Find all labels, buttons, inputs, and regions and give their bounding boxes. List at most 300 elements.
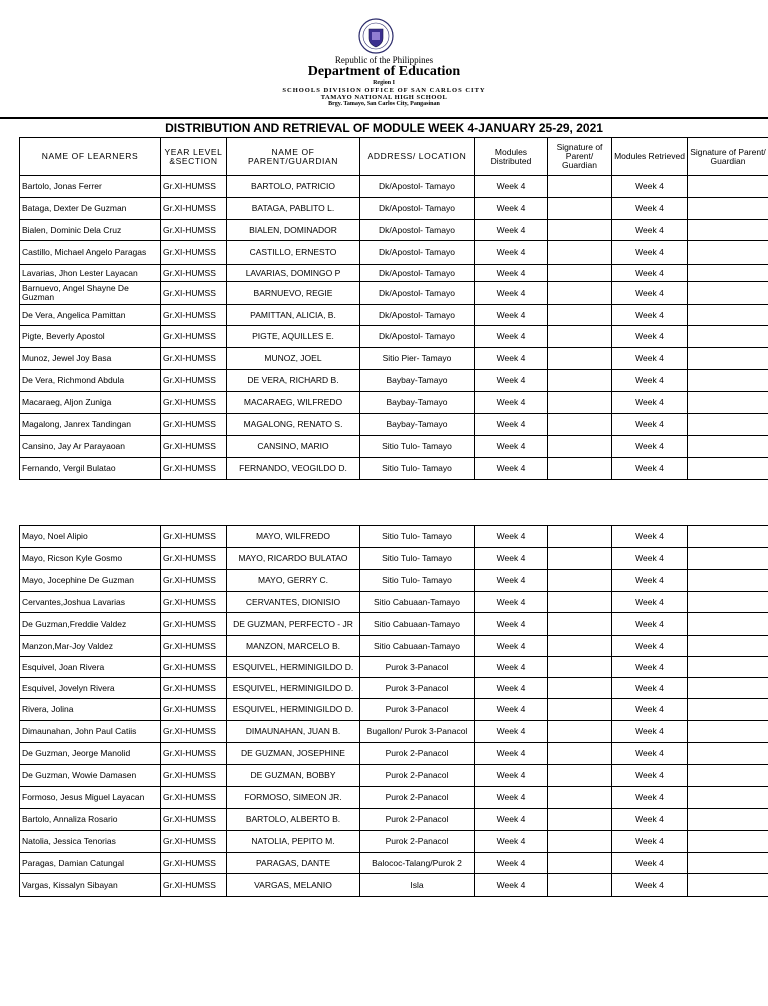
learner-name-cell: Esquivel, Joan Rivera	[20, 657, 161, 678]
year-level-cell: Gr.XI-HUMSS	[161, 326, 227, 348]
year-level-cell: Gr.XI-HUMSS	[161, 570, 227, 592]
modules-distributed-cell: Week 4	[475, 765, 548, 787]
signature-retrieved-cell	[688, 809, 768, 831]
signature-retrieved-cell	[688, 436, 768, 458]
address-cell: Sitio Cabuaan-Tamayo	[360, 592, 475, 613]
address-cell: Purok 3-Panacol	[360, 678, 475, 699]
modules-retrieved-cell: Week 4	[612, 831, 688, 853]
modules-retrieved-cell: Week 4	[612, 853, 688, 874]
address-cell: Dk/Apostol- Tamayo	[360, 176, 475, 198]
modules-retrieved-cell: Week 4	[612, 265, 688, 282]
address-cell: Sitio Tulo- Tamayo	[360, 570, 475, 592]
learner-name-cell: Magalong, Janrex Tandingan	[20, 414, 161, 436]
signature-distributed-cell	[548, 853, 612, 874]
learner-name-cell: Bartolo, Annaliza Rosario	[20, 809, 161, 831]
modules-distributed-cell: Week 4	[475, 874, 548, 897]
modules-retrieved-cell: Week 4	[612, 282, 688, 305]
signature-retrieved-cell	[688, 678, 768, 699]
learner-name-cell: De Guzman, Wowie Damasen	[20, 765, 161, 787]
year-level-cell: Gr.XI-HUMSS	[161, 548, 227, 570]
address-cell: Sitio Tulo- Tamayo	[360, 548, 475, 570]
learner-name-cell: Bartolo, Jonas Ferrer	[20, 176, 161, 198]
year-level-cell: Gr.XI-HUMSS	[161, 809, 227, 831]
modules-distributed-cell: Week 4	[475, 613, 548, 636]
table-row	[20, 743, 768, 765]
address-cell: Purok 3-Panacol	[360, 657, 475, 678]
signature-retrieved-cell	[688, 305, 768, 326]
table-row	[20, 678, 768, 699]
signature-distributed-cell	[548, 809, 612, 831]
modules-distributed-cell: Week 4	[475, 831, 548, 853]
modules-distributed-cell: Week 4	[475, 699, 548, 721]
column-header-learner: NAME OF LEARNERS	[20, 138, 161, 176]
signature-retrieved-cell	[688, 265, 768, 282]
parent-name-cell: MUNOZ, JOEL	[227, 348, 360, 370]
table-row	[20, 809, 768, 831]
signature-retrieved-cell	[688, 526, 768, 548]
learner-name-cell: Pigte, Beverly Apostol	[20, 326, 161, 348]
parent-name-cell: PAMITTAN, ALICIA, B.	[227, 305, 360, 326]
signature-retrieved-cell	[688, 765, 768, 787]
modules-retrieved-cell: Week 4	[612, 657, 688, 678]
parent-name-cell: MAYO, GERRY C.	[227, 570, 360, 592]
signature-distributed-cell	[548, 831, 612, 853]
learner-name-cell: Lavarias, Jhon Lester Layacan	[20, 265, 161, 282]
table-row	[20, 436, 768, 458]
parent-name-cell: CANSINO, MARIO	[227, 436, 360, 458]
modules-distributed-cell: Week 4	[475, 348, 548, 370]
column-header-parent: NAME OF PARENT/GUARDIAN	[227, 138, 360, 176]
modules-retrieved-cell: Week 4	[612, 721, 688, 743]
signature-distributed-cell	[548, 414, 612, 436]
modules-retrieved-cell: Week 4	[612, 305, 688, 326]
signature-distributed-cell	[548, 370, 612, 392]
table-header-row	[20, 138, 768, 176]
signature-distributed-cell	[548, 548, 612, 570]
table-row	[20, 636, 768, 657]
address-cell: Sitio Tulo- Tamayo	[360, 436, 475, 458]
modules-retrieved-cell: Week 4	[612, 392, 688, 414]
modules-distributed-cell: Week 4	[475, 265, 548, 282]
signature-distributed-cell	[548, 265, 612, 282]
signature-retrieved-cell	[688, 414, 768, 436]
year-level-cell: Gr.XI-HUMSS	[161, 282, 227, 305]
signature-distributed-cell	[548, 241, 612, 265]
signature-retrieved-cell	[688, 370, 768, 392]
signature-distributed-cell	[548, 657, 612, 678]
department-name: Department of Education	[307, 64, 461, 79]
modules-retrieved-cell: Week 4	[612, 613, 688, 636]
modules-distributed-cell: Week 4	[475, 721, 548, 743]
year-level-cell: Gr.XI-HUMSS	[161, 678, 227, 699]
address-cell: Purok 3-Panacol	[360, 699, 475, 721]
modules-retrieved-cell: Week 4	[612, 241, 688, 265]
modules-retrieved-cell: Week 4	[612, 678, 688, 699]
modules-distributed-cell: Week 4	[475, 414, 548, 436]
signature-retrieved-cell	[688, 613, 768, 636]
year-level-cell: Gr.XI-HUMSS	[161, 305, 227, 326]
signature-distributed-cell	[548, 198, 612, 220]
signature-retrieved-cell	[688, 241, 768, 265]
signature-retrieved-cell	[688, 721, 768, 743]
table-row	[20, 657, 768, 678]
learner-name-cell: De Vera, Richmond Abdula	[20, 370, 161, 392]
year-level-cell: Gr.XI-HUMSS	[161, 787, 227, 809]
parent-name-cell: DE GUZMAN, PERFECTO - JR	[227, 613, 360, 636]
signature-retrieved-cell	[688, 392, 768, 414]
table-row	[20, 370, 768, 392]
republic-line: Republic of the Philippines	[334, 55, 434, 65]
signature-retrieved-cell	[688, 657, 768, 678]
parent-name-cell: MAYO, WILFREDO	[227, 526, 360, 548]
modules-distributed-cell: Week 4	[475, 678, 548, 699]
table-row	[20, 874, 768, 897]
modules-retrieved-cell: Week 4	[612, 743, 688, 765]
signature-distributed-cell	[548, 678, 612, 699]
modules-distributed-cell: Week 4	[475, 743, 548, 765]
parent-name-cell: VARGAS, MELANIO	[227, 874, 360, 897]
year-level-cell: Gr.XI-HUMSS	[161, 526, 227, 548]
column-header-distributed: Modules Distributed	[475, 138, 548, 176]
modules-retrieved-cell: Week 4	[612, 526, 688, 548]
column-header-address: ADDRESS/ LOCATION	[360, 138, 475, 176]
table-row	[20, 765, 768, 787]
modules-distributed-cell: Week 4	[475, 787, 548, 809]
header-divider	[0, 117, 768, 119]
signature-distributed-cell	[548, 787, 612, 809]
signature-distributed-cell	[548, 699, 612, 721]
modules-distributed-cell: Week 4	[475, 526, 548, 548]
table-row	[20, 699, 768, 721]
parent-name-cell: DIMAUNAHAN, JUAN B.	[227, 721, 360, 743]
parent-name-cell: CERVANTES, DIONISIO	[227, 592, 360, 613]
year-level-cell: Gr.XI-HUMSS	[161, 831, 227, 853]
parent-name-cell: MACARAEG, WILFREDO	[227, 392, 360, 414]
signature-retrieved-cell	[688, 874, 768, 897]
address-cell: Purok 2-Panacol	[360, 831, 475, 853]
learner-name-cell: Manzon,Mar-Joy Valdez	[20, 636, 161, 657]
year-level-cell: Gr.XI-HUMSS	[161, 699, 227, 721]
signature-retrieved-cell	[688, 787, 768, 809]
learner-name-cell: De Guzman, Jeorge Manolid	[20, 743, 161, 765]
address-cell: Dk/Apostol- Tamayo	[360, 326, 475, 348]
parent-name-cell: DE VERA, RICHARD B.	[227, 370, 360, 392]
column-header-retrieved: Modules Retrieved	[612, 138, 688, 176]
year-level-cell: Gr.XI-HUMSS	[161, 176, 227, 198]
modules-distributed-cell: Week 4	[475, 436, 548, 458]
modules-distributed-cell: Week 4	[475, 305, 548, 326]
deped-seal-icon	[358, 18, 394, 54]
table-row	[20, 613, 768, 636]
signature-distributed-cell	[548, 220, 612, 241]
modules-distributed-cell: Week 4	[475, 458, 548, 480]
table-row	[20, 265, 768, 282]
modules-retrieved-cell: Week 4	[612, 198, 688, 220]
address-cell: Purok 2-Panacol	[360, 743, 475, 765]
signature-retrieved-cell	[688, 220, 768, 241]
parent-name-cell: BATAGA, PABLITO L.	[227, 198, 360, 220]
signature-retrieved-cell	[688, 282, 768, 305]
column-header-signature-1: Signature of Parent/ Guardian	[548, 138, 612, 176]
signature-distributed-cell	[548, 570, 612, 592]
modules-distributed-cell: Week 4	[475, 282, 548, 305]
address-cell: Dk/Apostol- Tamayo	[360, 265, 475, 282]
table-row	[20, 220, 768, 241]
year-level-cell: Gr.XI-HUMSS	[161, 636, 227, 657]
modules-retrieved-cell: Week 4	[612, 636, 688, 657]
table-row	[20, 198, 768, 220]
address-cell: Dk/Apostol- Tamayo	[360, 220, 475, 241]
learner-name-cell: Bialen, Dominic Dela Cruz	[20, 220, 161, 241]
table-row	[20, 721, 768, 743]
year-level-cell: Gr.XI-HUMSS	[161, 414, 227, 436]
modules-retrieved-cell: Week 4	[612, 348, 688, 370]
table-row	[20, 305, 768, 326]
table-row	[20, 282, 768, 305]
modules-retrieved-cell: Week 4	[612, 699, 688, 721]
modules-distributed-cell: Week 4	[475, 657, 548, 678]
parent-name-cell: MANZON, MARCELO B.	[227, 636, 360, 657]
signature-distributed-cell	[548, 743, 612, 765]
modules-distributed-cell: Week 4	[475, 570, 548, 592]
learner-name-cell: Bataga, Dexter De Guzman	[20, 198, 161, 220]
year-level-cell: Gr.XI-HUMSS	[161, 265, 227, 282]
parent-name-cell: FERNANDO, VEOGILDO D.	[227, 458, 360, 480]
year-level-cell: Gr.XI-HUMSS	[161, 436, 227, 458]
learner-name-cell: Vargas, Kissalyn Sibayan	[20, 874, 161, 897]
table-row	[20, 176, 768, 198]
signature-retrieved-cell	[688, 853, 768, 874]
year-level-cell: Gr.XI-HUMSS	[161, 853, 227, 874]
modules-retrieved-cell: Week 4	[612, 765, 688, 787]
learner-name-cell: Rivera, Jolina	[20, 699, 161, 721]
address-cell: Balococ-Talang/Purok 2	[360, 853, 475, 874]
parent-name-cell: MAGALONG, RENATO S.	[227, 414, 360, 436]
address-cell: Baybay-Tamayo	[360, 392, 475, 414]
address-cell: Sitio Cabuaan-Tamayo	[360, 613, 475, 636]
address-cell: Dk/Apostol- Tamayo	[360, 198, 475, 220]
signature-distributed-cell	[548, 458, 612, 480]
modules-retrieved-cell: Week 4	[612, 326, 688, 348]
address-cell: Sitio Tulo- Tamayo	[360, 526, 475, 548]
signature-retrieved-cell	[688, 831, 768, 853]
year-level-cell: Gr.XI-HUMSS	[161, 348, 227, 370]
table-row	[20, 592, 768, 613]
address-cell: Dk/Apostol- Tamayo	[360, 305, 475, 326]
signature-retrieved-cell	[688, 548, 768, 570]
signature-distributed-cell	[548, 392, 612, 414]
modules-distributed-cell: Week 4	[475, 370, 548, 392]
signature-distributed-cell	[548, 636, 612, 657]
learner-name-cell: Cansino, Jay Ar Parayaoan	[20, 436, 161, 458]
year-level-cell: Gr.XI-HUMSS	[161, 458, 227, 480]
year-level-cell: Gr.XI-HUMSS	[161, 657, 227, 678]
signature-retrieved-cell	[688, 636, 768, 657]
learner-name-cell: Esquivel, Jovelyn Rivera	[20, 678, 161, 699]
modules-retrieved-cell: Week 4	[612, 548, 688, 570]
parent-name-cell: ESQUIVEL, HERMINIGILDO D.	[227, 699, 360, 721]
modules-distributed-cell: Week 4	[475, 176, 548, 198]
learner-name-cell: Castillo, Michael Angelo Paragas	[20, 241, 161, 265]
modules-retrieved-cell: Week 4	[612, 787, 688, 809]
modules-retrieved-cell: Week 4	[612, 414, 688, 436]
learner-name-cell: De Guzman,Freddie Valdez	[20, 613, 161, 636]
parent-name-cell: DE GUZMAN, JOSEPHINE	[227, 743, 360, 765]
modules-distributed-cell: Week 4	[475, 220, 548, 241]
modules-distributed-cell: Week 4	[475, 853, 548, 874]
signature-distributed-cell	[548, 765, 612, 787]
signature-retrieved-cell	[688, 743, 768, 765]
school-address: Brgy. Tamayo, San Carlos City, Pangasinan	[328, 101, 440, 107]
table-row	[20, 548, 768, 570]
parent-name-cell: ESQUIVEL, HERMINIGILDO D.	[227, 678, 360, 699]
modules-retrieved-cell: Week 4	[612, 809, 688, 831]
address-cell: Sitio Pier- Tamayo	[360, 348, 475, 370]
learner-name-cell: Mayo, Noel Alipio	[20, 526, 161, 548]
region-line: Region I	[373, 80, 395, 86]
parent-name-cell: MAYO, RICARDO BULATAO	[227, 548, 360, 570]
learner-name-cell: Mayo, Ricson Kyle Gosmo	[20, 548, 161, 570]
address-cell: Sitio Cabuaan-Tamayo	[360, 636, 475, 657]
year-level-cell: Gr.XI-HUMSS	[161, 241, 227, 265]
year-level-cell: Gr.XI-HUMSS	[161, 392, 227, 414]
table-row	[20, 853, 768, 874]
signature-retrieved-cell	[688, 570, 768, 592]
signature-retrieved-cell	[688, 592, 768, 613]
table-row	[20, 241, 768, 265]
signature-distributed-cell	[548, 874, 612, 897]
school-name: TAMAYO NATIONAL HIGH SCHOOL	[320, 94, 448, 101]
signature-distributed-cell	[548, 326, 612, 348]
address-cell: Dk/Apostol- Tamayo	[360, 282, 475, 305]
signature-distributed-cell	[548, 348, 612, 370]
division-line: SCHOOLS DIVISION OFFICE OF SAN CARLOS CITY	[282, 87, 486, 94]
table-row	[20, 458, 768, 480]
address-cell: Sitio Tulo- Tamayo	[360, 458, 475, 480]
modules-retrieved-cell: Week 4	[612, 176, 688, 198]
learner-name-cell: Natolia, Jessica Tenorias	[20, 831, 161, 853]
modules-retrieved-cell: Week 4	[612, 592, 688, 613]
module-table-1	[19, 137, 768, 480]
learner-name-cell: Barnuevo, Angel Shayne De Guzman	[20, 282, 161, 305]
learner-name-cell: Macaraeg, Aljon Zuniga	[20, 392, 161, 414]
signature-distributed-cell	[548, 436, 612, 458]
signature-distributed-cell	[548, 526, 612, 548]
parent-name-cell: BARTOLO, PATRICIO	[227, 176, 360, 198]
table-row	[20, 831, 768, 853]
learner-name-cell: Munoz, Jewel Joy Basa	[20, 348, 161, 370]
signature-distributed-cell	[548, 176, 612, 198]
table-row	[20, 787, 768, 809]
year-level-cell: Gr.XI-HUMSS	[161, 765, 227, 787]
parent-name-cell: DE GUZMAN, BOBBY	[227, 765, 360, 787]
address-cell: Purok 2-Panacol	[360, 787, 475, 809]
parent-name-cell: NATOLIA, PEPITO M.	[227, 831, 360, 853]
module-table-2	[19, 525, 768, 897]
table-row	[20, 526, 768, 548]
learner-name-cell: Formoso, Jesus Miguel Layacan	[20, 787, 161, 809]
modules-retrieved-cell: Week 4	[612, 370, 688, 392]
signature-retrieved-cell	[688, 348, 768, 370]
modules-distributed-cell: Week 4	[475, 392, 548, 414]
table-row	[20, 414, 768, 436]
parent-name-cell: CASTILLO, ERNESTO	[227, 241, 360, 265]
parent-name-cell: BIALEN, DOMINADOR	[227, 220, 360, 241]
column-header-signature-2: Signature of Parent/ Guardian	[688, 138, 768, 176]
document-header	[0, 0, 768, 135]
year-level-cell: Gr.XI-HUMSS	[161, 613, 227, 636]
learner-name-cell: Fernando, Vergil Bulatao	[20, 458, 161, 480]
year-level-cell: Gr.XI-HUMSS	[161, 743, 227, 765]
column-header-year-level: YEAR LEVEL &SECTION	[161, 138, 227, 176]
table-row	[20, 392, 768, 414]
parent-name-cell: PARAGAS, DANTE	[227, 853, 360, 874]
parent-name-cell: LAVARIAS, DOMINGO P	[227, 265, 360, 282]
learner-name-cell: De Vera, Angelica Pamittan	[20, 305, 161, 326]
modules-distributed-cell: Week 4	[475, 592, 548, 613]
year-level-cell: Gr.XI-HUMSS	[161, 198, 227, 220]
modules-distributed-cell: Week 4	[475, 636, 548, 657]
parent-name-cell: BARTOLO, ALBERTO B.	[227, 809, 360, 831]
modules-retrieved-cell: Week 4	[612, 436, 688, 458]
signature-retrieved-cell	[688, 699, 768, 721]
document-title: DISTRIBUTION AND RETRIEVAL OF MODULE WEEK 4-JANUARY 25-29, 2021	[165, 121, 603, 135]
modules-distributed-cell: Week 4	[475, 241, 548, 265]
table-row	[20, 570, 768, 592]
year-level-cell: Gr.XI-HUMSS	[161, 592, 227, 613]
signature-distributed-cell	[548, 721, 612, 743]
signature-distributed-cell	[548, 592, 612, 613]
year-level-cell: Gr.XI-HUMSS	[161, 721, 227, 743]
year-level-cell: Gr.XI-HUMSS	[161, 220, 227, 241]
table-row	[20, 348, 768, 370]
address-cell: Isla	[360, 874, 475, 897]
modules-distributed-cell: Week 4	[475, 548, 548, 570]
address-cell: Purok 2-Panacol	[360, 765, 475, 787]
signature-distributed-cell	[548, 305, 612, 326]
table-row	[20, 326, 768, 348]
address-cell: Bugallon/ Purok 3-Panacol	[360, 721, 475, 743]
modules-distributed-cell: Week 4	[475, 198, 548, 220]
address-cell: Baybay-Tamayo	[360, 370, 475, 392]
learner-name-cell: Cervantes,Joshua Lavarias	[20, 592, 161, 613]
address-cell: Purok 2-Panacol	[360, 809, 475, 831]
signature-retrieved-cell	[688, 198, 768, 220]
parent-name-cell: FORMOSO, SIMEON JR.	[227, 787, 360, 809]
address-cell: Dk/Apostol- Tamayo	[360, 241, 475, 265]
parent-name-cell: BARNUEVO, REGIE	[227, 282, 360, 305]
parent-name-cell: ESQUIVEL, HERMINIGILDO D.	[227, 657, 360, 678]
modules-retrieved-cell: Week 4	[612, 220, 688, 241]
year-level-cell: Gr.XI-HUMSS	[161, 370, 227, 392]
modules-retrieved-cell: Week 4	[612, 458, 688, 480]
modules-retrieved-cell: Week 4	[612, 570, 688, 592]
learner-name-cell: Paragas, Damian Catungal	[20, 853, 161, 874]
address-cell: Baybay-Tamayo	[360, 414, 475, 436]
year-level-cell: Gr.XI-HUMSS	[161, 874, 227, 897]
learner-name-cell: Mayo, Jocephine De Guzman	[20, 570, 161, 592]
signature-retrieved-cell	[688, 458, 768, 480]
modules-distributed-cell: Week 4	[475, 326, 548, 348]
signature-retrieved-cell	[688, 326, 768, 348]
modules-distributed-cell: Week 4	[475, 809, 548, 831]
modules-retrieved-cell: Week 4	[612, 874, 688, 897]
signature-retrieved-cell	[688, 176, 768, 198]
signature-distributed-cell	[548, 282, 612, 305]
parent-name-cell: PIGTE, AQUILLES E.	[227, 326, 360, 348]
signature-distributed-cell	[548, 613, 612, 636]
learner-name-cell: Dimaunahan, John Paul Catiis	[20, 721, 161, 743]
